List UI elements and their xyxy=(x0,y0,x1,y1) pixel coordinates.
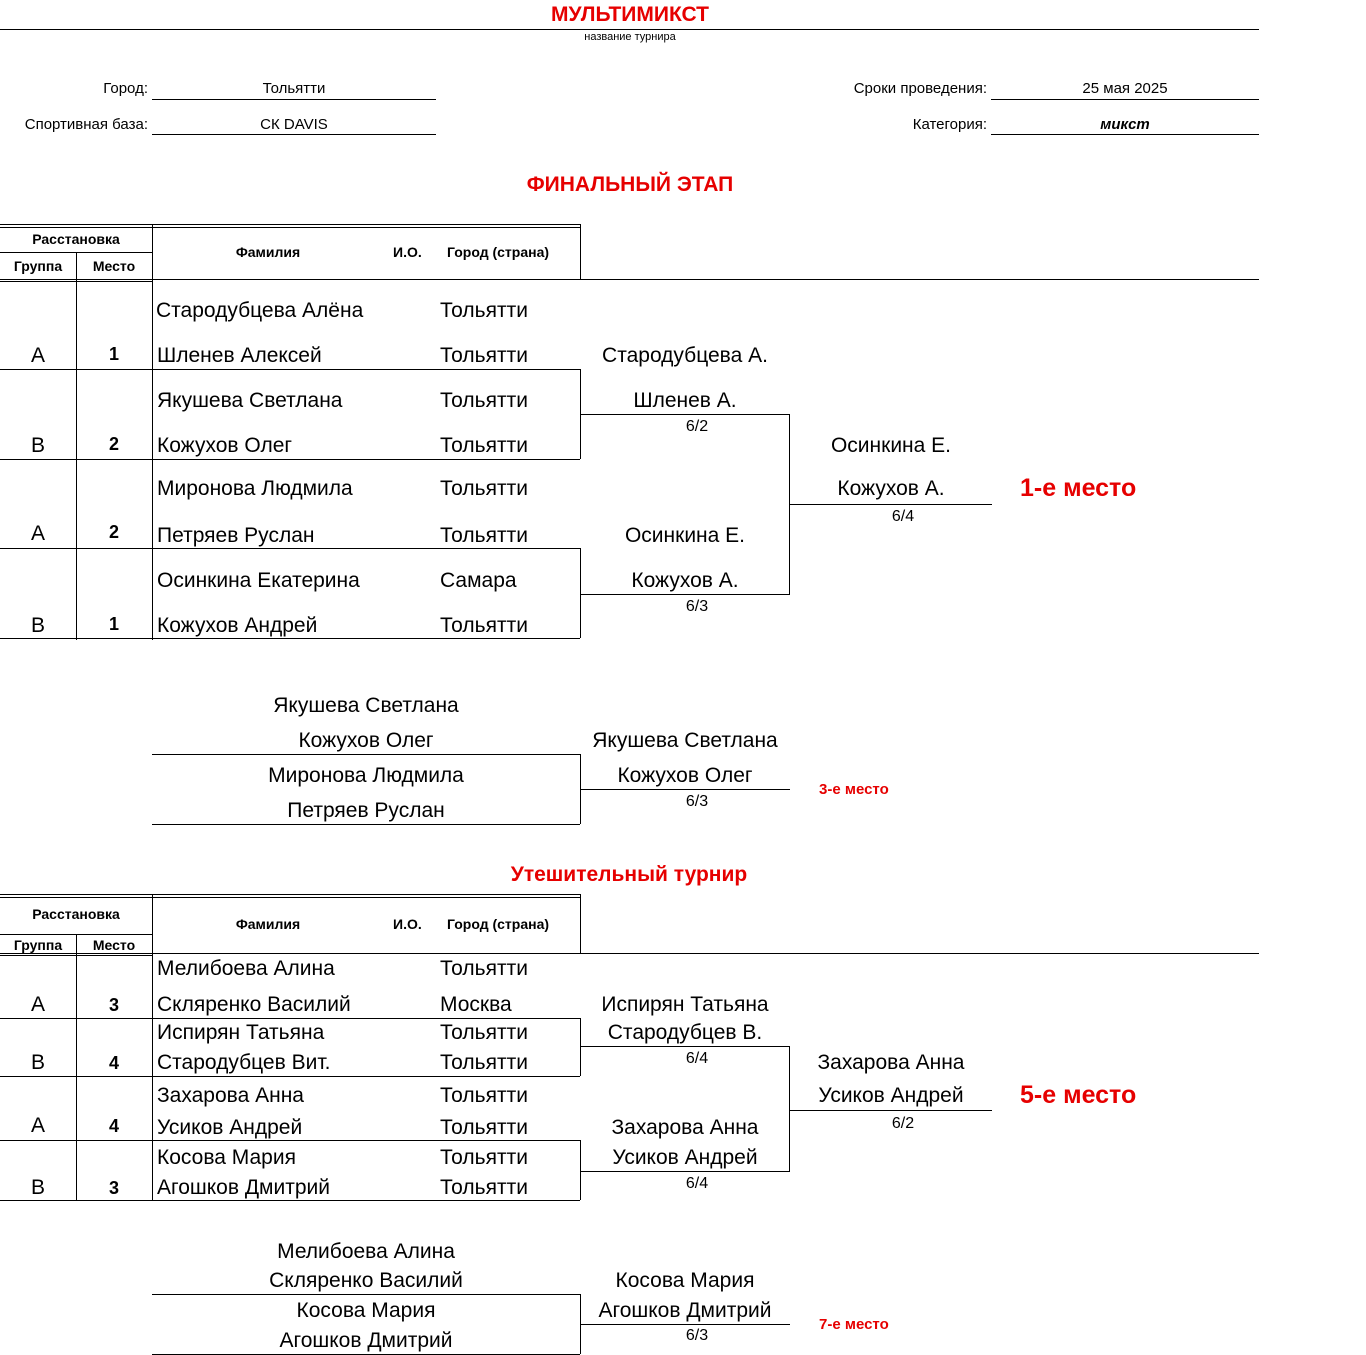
entry-place: 2 xyxy=(108,522,119,542)
semi2-score: 6/3 xyxy=(685,598,709,615)
player-name: Петряев Руслан xyxy=(157,524,315,547)
player-city: Тольятти xyxy=(440,1146,528,1169)
cons-city-header: Город (страна) xyxy=(447,916,550,932)
player-name: Кожухов Олег xyxy=(157,434,293,457)
player-city: Тольятти xyxy=(440,299,528,322)
cons-semi1-winner-1: Испирян Татьяна xyxy=(601,993,769,1016)
entry-group: В xyxy=(30,1176,45,1199)
consolation-title: Утешительный турнир xyxy=(510,863,748,886)
dates-label: Сроки проведения: xyxy=(853,80,987,97)
cons-semi1-winner-2: Стародубцев В. xyxy=(607,1021,763,1044)
player-city: Тольятти xyxy=(440,1084,528,1107)
seventh-team2-player2: Агошков Дмитрий xyxy=(279,1329,453,1352)
seventh-winner-1: Косова Мария xyxy=(615,1269,755,1292)
final-surname-header: Фамилия xyxy=(235,244,301,260)
final-header-top-line xyxy=(0,224,580,225)
player-city: Тольятти xyxy=(440,614,528,637)
tournament-subtitle: название турнира xyxy=(584,31,676,43)
cons-placement-header: Расстановка xyxy=(32,906,120,922)
cons-initials-header: И.О. xyxy=(393,916,422,932)
champion-2: Кожухов А. xyxy=(837,477,945,500)
seventh-team2-player1: Косова Мария xyxy=(296,1299,436,1322)
seventh-winner-2: Агошков Дмитрий xyxy=(598,1299,772,1322)
entry-group: А xyxy=(30,993,45,1016)
player-city: Тольятти xyxy=(440,1021,528,1044)
entry-place: 3 xyxy=(108,995,119,1015)
final-placement-header: Расстановка xyxy=(32,231,120,247)
tournament-title: МУЛЬТИМИКСТ xyxy=(551,3,709,26)
entry-group: В xyxy=(30,1051,45,1074)
player-city: Самара xyxy=(440,569,517,592)
base-underline xyxy=(152,134,436,135)
player-name: Усиков Андрей xyxy=(157,1116,303,1139)
third-team2-player1: Миронова Людмила xyxy=(268,764,464,787)
player-city: Тольятти xyxy=(440,957,528,980)
base-label: Спортивная база: xyxy=(24,116,148,133)
category-underline xyxy=(991,134,1259,135)
dates-value: 25 мая 2025 xyxy=(1082,80,1168,97)
champion-1: Осинкина Е. xyxy=(830,434,952,457)
third-place-label: 3-е место xyxy=(819,781,889,798)
player-name: Миронова Людмила xyxy=(157,477,353,500)
cons-final-score: 6/2 xyxy=(891,1115,915,1132)
entry-place: 2 xyxy=(108,434,119,454)
city-underline xyxy=(152,99,436,100)
player-name: Косова Мария xyxy=(157,1146,296,1169)
seventh-score: 6/3 xyxy=(685,1327,709,1344)
final-score: 6/4 xyxy=(891,508,915,525)
third-team1-player2: Кожухов Олег xyxy=(298,729,434,752)
player-name: Осинкина Екатерина xyxy=(157,569,360,592)
semi1-winner-1: Стародубцева А. xyxy=(602,344,768,367)
title-underline xyxy=(0,29,1259,30)
cons-semi2-score: 6/4 xyxy=(685,1175,709,1192)
semi1-score: 6/2 xyxy=(685,418,709,435)
final-place-header: Место xyxy=(92,258,136,274)
city-label: Город: xyxy=(103,80,148,97)
cons-final-winner-2: Усиков Андрей xyxy=(818,1084,964,1107)
cons-semi2-winner-1: Захарова Анна xyxy=(611,1116,759,1139)
entry-group: А xyxy=(30,1114,45,1137)
semi2-winner-1: Осинкина Е. xyxy=(624,524,746,547)
first-place-label: 1-е место xyxy=(1020,474,1137,502)
entry-group: В xyxy=(30,434,45,457)
final-city-header: Город (страна) xyxy=(447,244,550,260)
player-city: Москва xyxy=(440,993,512,1016)
entry-place: 1 xyxy=(108,344,119,364)
city-value: Тольятти xyxy=(262,80,326,97)
player-name: Стародубцева Алёна xyxy=(156,299,364,322)
base-value: СК DAVIS xyxy=(260,116,328,133)
player-city: Тольятти xyxy=(440,434,528,457)
entry-group: А xyxy=(30,522,45,545)
cons-semi1-score: 6/4 xyxy=(685,1050,709,1067)
category-value: микст xyxy=(1100,116,1150,133)
final-initials-header: И.О. xyxy=(393,244,422,260)
semi1-winner-2: Шленев А. xyxy=(633,389,737,412)
player-name: Захарова Анна xyxy=(157,1084,304,1107)
player-city: Тольятти xyxy=(440,344,528,367)
player-city: Тольятти xyxy=(440,1051,528,1074)
cons-place-header: Место xyxy=(92,937,136,953)
cons-semi2-winner-2: Усиков Андрей xyxy=(612,1146,758,1169)
player-name: Агошков Дмитрий xyxy=(157,1176,330,1199)
player-city: Тольятти xyxy=(440,524,528,547)
cons-final-winner-1: Захарова Анна xyxy=(817,1051,965,1074)
final-header-bottom-line xyxy=(0,279,1259,280)
player-city: Тольятти xyxy=(440,1116,528,1139)
player-name: Якушева Светлана xyxy=(157,389,343,412)
third-score: 6/3 xyxy=(685,793,709,810)
cons-surname-header: Фамилия xyxy=(235,916,301,932)
player-name: Кожухов Андрей xyxy=(157,614,318,637)
category-label: Категория: xyxy=(912,116,987,133)
final-group-header: Группа xyxy=(13,258,63,274)
fifth-place-label: 5-е место xyxy=(1020,1081,1137,1109)
cons-group-header: Группа xyxy=(13,937,63,953)
third-team1-player1: Якушева Светлана xyxy=(273,694,459,717)
player-name: Скляренко Василий xyxy=(157,993,351,1016)
entry-place: 4 xyxy=(108,1116,119,1136)
entry-group: А xyxy=(30,344,45,367)
semi2-winner-2: Кожухов А. xyxy=(631,569,739,592)
third-team2-player2: Петряев Руслан xyxy=(287,799,445,822)
seventh-team1-player2: Скляренко Василий xyxy=(269,1269,463,1292)
entry-group: В xyxy=(30,614,45,637)
entry-place: 4 xyxy=(108,1053,119,1073)
third-winner-1: Якушева Светлана xyxy=(592,729,778,752)
dates-underline xyxy=(991,99,1259,100)
final-stage-title: ФИНАЛЬНЫЙ ЭТАП xyxy=(526,173,734,196)
player-name: Стародубцев Вит. xyxy=(157,1051,331,1074)
seventh-team1-player1: Мелибоева Алина xyxy=(277,1240,455,1263)
entry-place: 1 xyxy=(108,614,119,634)
player-city: Тольятти xyxy=(440,477,528,500)
third-winner-2: Кожухов Олег xyxy=(617,764,753,787)
entry-place: 3 xyxy=(108,1178,119,1198)
player-name: Шленев Алексей xyxy=(157,344,322,367)
player-name: Испирян Татьяна xyxy=(157,1021,325,1044)
player-city: Тольятти xyxy=(440,389,528,412)
player-city: Тольятти xyxy=(440,1176,528,1199)
player-name: Мелибоева Алина xyxy=(157,957,335,980)
seventh-place-label: 7-е место xyxy=(819,1316,889,1333)
